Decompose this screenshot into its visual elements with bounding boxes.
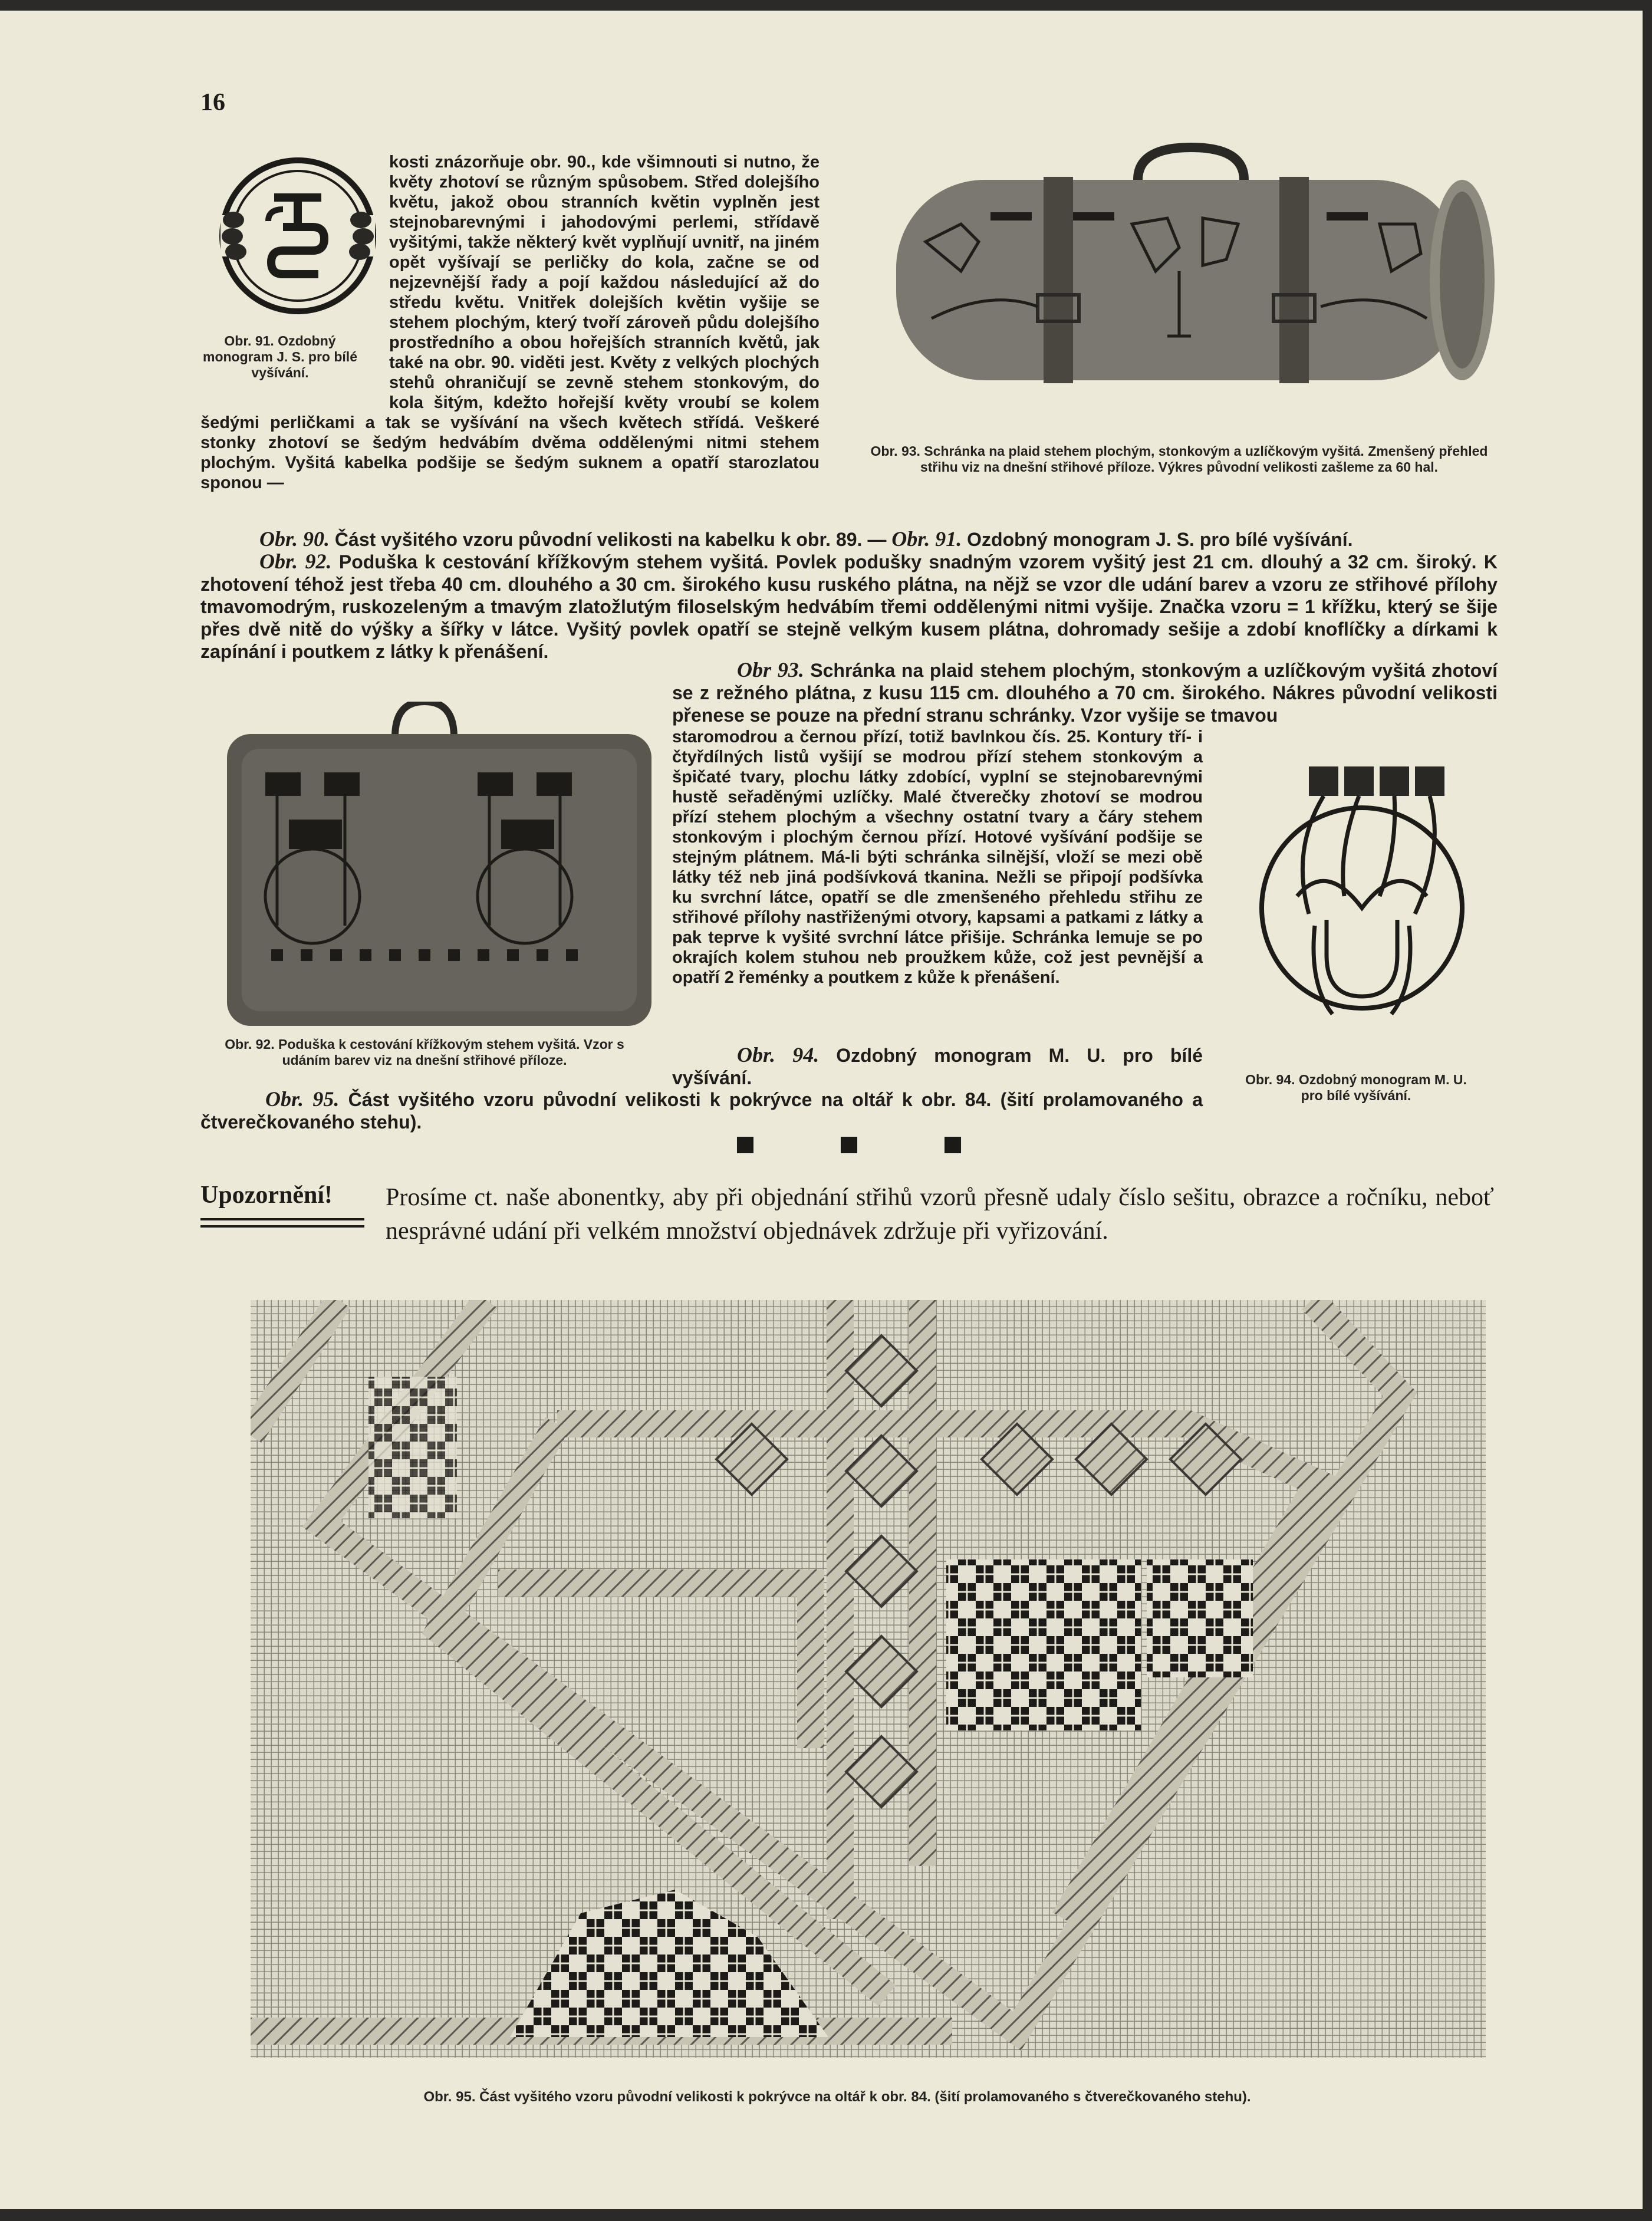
figure-92-travel-pillow xyxy=(224,702,654,1032)
figure-93-plaid-case xyxy=(873,124,1503,407)
wrap-spacer-left xyxy=(200,152,389,400)
text-obr-92 xyxy=(200,550,1498,663)
ref-obr-94: Obr. 94. xyxy=(737,1043,820,1067)
text-obr-90-91 xyxy=(259,528,1498,551)
caption-fig-92: Obr. 92. Poduška k cestování křížkovým stehem vyšitá. Vzor s udáním barev viz na dnešní střihové příloze. xyxy=(225,1037,624,1068)
text-obr-93-intro-body: Schránka na plaid stehem plochým, stonkovým a uzlíčkovým vyšitá zhotoví se z režného plátna, z kusu 115 cm. dlouhého a 70 cm. širokého. Nákres původní velikosti přenese se pouze na přední stranu schránky. Vzor vyšije se tmavou xyxy=(672,660,1498,726)
page-number: 16 xyxy=(200,89,225,116)
column-text-obr89 xyxy=(200,152,820,529)
caption-fig-93: Obr. 93. Schránka na plaid stehem plochým, stonkovým a uzlíčkovým vyšitá. Zmenšený přehled střihu viz na dnešní střihové příloze. Výkres původní velikosti zašleme za 60 hal. xyxy=(870,443,1488,475)
ref-obr-90: Obr. 90. xyxy=(259,527,330,551)
figure-95-altar-cloth-pattern xyxy=(251,1300,1486,2058)
text-obr-93-column: staromodrou a černou přízí, totiž bavlnkou čís. 25. Kontury tří- i čtyřdílných listů vyšijí se modrou přízí stehem stonkovým a špičaté tvary, plochu látky zdobící, vyplní se stejnobarevnými hustě seřaděnými uzlíčky. Malé čtverečky zhotoví se modrou přízí stehem plochým a všechny ostatní tvary a čáry stehem stonkovým i plochým černou přízí. Hotové vyšívání podšije se stejným plátnem. Má-li býti schránka silnější, vloží se mezi obě látky též neb jiná podšívková tkanina. Nežli se připojí podšívka ku svrchní látce, opatří se dle zmenšeného přehledu střihu ze střihové přílohy nastřiženými otvory, kapsami a patkami z látky a pak teprve k vyšité svrchní látce přišije. Schránka lemuje se po okrajích kolem stuhou neb proužkem kůže, což jest pevnější a opatří 2 řeménky a poutkem z kůže k přenášení. xyxy=(672,728,1203,987)
divider-square xyxy=(737,1137,753,1153)
text-obr-95 xyxy=(200,1088,1203,1133)
divider-square xyxy=(841,1137,857,1153)
scan-edge-right xyxy=(1643,0,1652,2221)
notice-rule-top xyxy=(200,1218,364,1220)
text-obr-91: Ozdobný monogram J. S. pro bílé vyšívání. xyxy=(967,529,1353,550)
column-text-content: kosti znázorňuje obr. 90., kde všimnouti si nutno, že květy zhotoví se různým spůsobem. Střed dolejšího květu, jakož obou stranních květin vyplněn jest stejnobarevnými i jahodovými perlemi, střídavě vyšitými, takže některý květ vyplňují uvnitř, na jiném opět vyšívají se perličky do kola, začne se od nejzevnější řady a pojí každou následující až do středu květu. Vnitřek dolejších květin vyšije se stehem plochým, který tvoří zároveň půdu dolejšího prostředního a obou hořejších stranních květů, jak také na obr. 90. viděti jest. Květy z velkých plochých stehů ohraničují se zevně stehem stonkovým, do kola šitým, kdežto hořejší květy vroubí se kolem šedými perličkami a tak se vyšívání na všech květech střídá. Veškeré stonky zhotoví se šedým hedvábím dvěma oddělenými nitmi stehem plochým. Vyšitá kabelka podšije se šedým suknem a opatří starozlatou sponou — xyxy=(200,153,820,492)
scan-edge-bottom xyxy=(0,2209,1652,2221)
ref-obr-91: Obr. 91. xyxy=(891,527,962,551)
ref-obr-95: Obr. 95. xyxy=(265,1087,340,1111)
text-obr-95-body: Část vyšitého vzoru původní velikosti k pokrývce na oltář k obr. 84. (šití prolamovaného a čtverečkovaného stehu). xyxy=(200,1089,1203,1133)
notice-title: Upozornění! xyxy=(200,1182,333,1209)
caption-fig-95: Obr. 95. Část vyšitého vzoru původní velikosti k pokrývce na oltář k obr. 84. (šití prolamovaného s čtverečkovaného stehu). xyxy=(423,2089,1251,2105)
text-obr-93-intro xyxy=(672,659,1498,726)
notice-rule-bottom xyxy=(200,1225,364,1228)
ref-obr-92: Obr. 92. xyxy=(259,550,332,573)
ref-obr-93: Obr 93. xyxy=(737,658,804,682)
divider-square xyxy=(945,1137,961,1153)
text-obr-94 xyxy=(672,1044,1203,1089)
caption-fig-91: Obr. 91. Ozdobný monogram J. S. pro bílé vyšívání. xyxy=(203,333,357,380)
caption-fig-94: Obr. 94. Ozdobný monogram M. U. pro bílé vyšívání. xyxy=(1245,1072,1467,1103)
scan-edge-top xyxy=(0,0,1652,11)
notice-text: Prosíme ct. naše abonentky, aby při objednání střihů vzorů přesně udaly číslo sešitu, obrazce a ročníku, neboť nesprávné udání při velkém množství objednávek zdržuje při vyřizování. xyxy=(386,1184,1494,1245)
figure-94-monogram-mu xyxy=(1256,761,1468,1067)
text-obr-92-body: Poduška k cestování křížkovým stehem vyšitá. Povlek podušky snadným vzorem vyšitý jest 21 cm. dlouhý a 32 cm. široký. K zhotovení téhož jest třeba 40 cm. dlouhého a 30 cm. širokého kusu ruského plátna, na nějž se vzor dle udání barev a vzoru ze střihové přílohy tmavomodrým, ruskozeleným a tmavým zlatožlutým filoselským hedvábím třemi oddělenými nitmi vyšije. Značka vzoru = 1 křížku, který se šije přes dvě nitě do výšky a šířky v látce. Vyšitý povlek opatří se stejně velkým kusem plátna, dohromady sešije a zdobí knoflíčky a dírkami k zapínání i poutkem z látky k přenášení. xyxy=(200,551,1498,662)
section-divider xyxy=(737,1137,961,1158)
text-obr-90: Část vyšitého vzoru původní velikosti na kabelku k obr. 89. — xyxy=(334,529,887,550)
text-obr-94-body: Ozdobný monogram M. U. pro bílé vyšívání. xyxy=(672,1045,1203,1088)
